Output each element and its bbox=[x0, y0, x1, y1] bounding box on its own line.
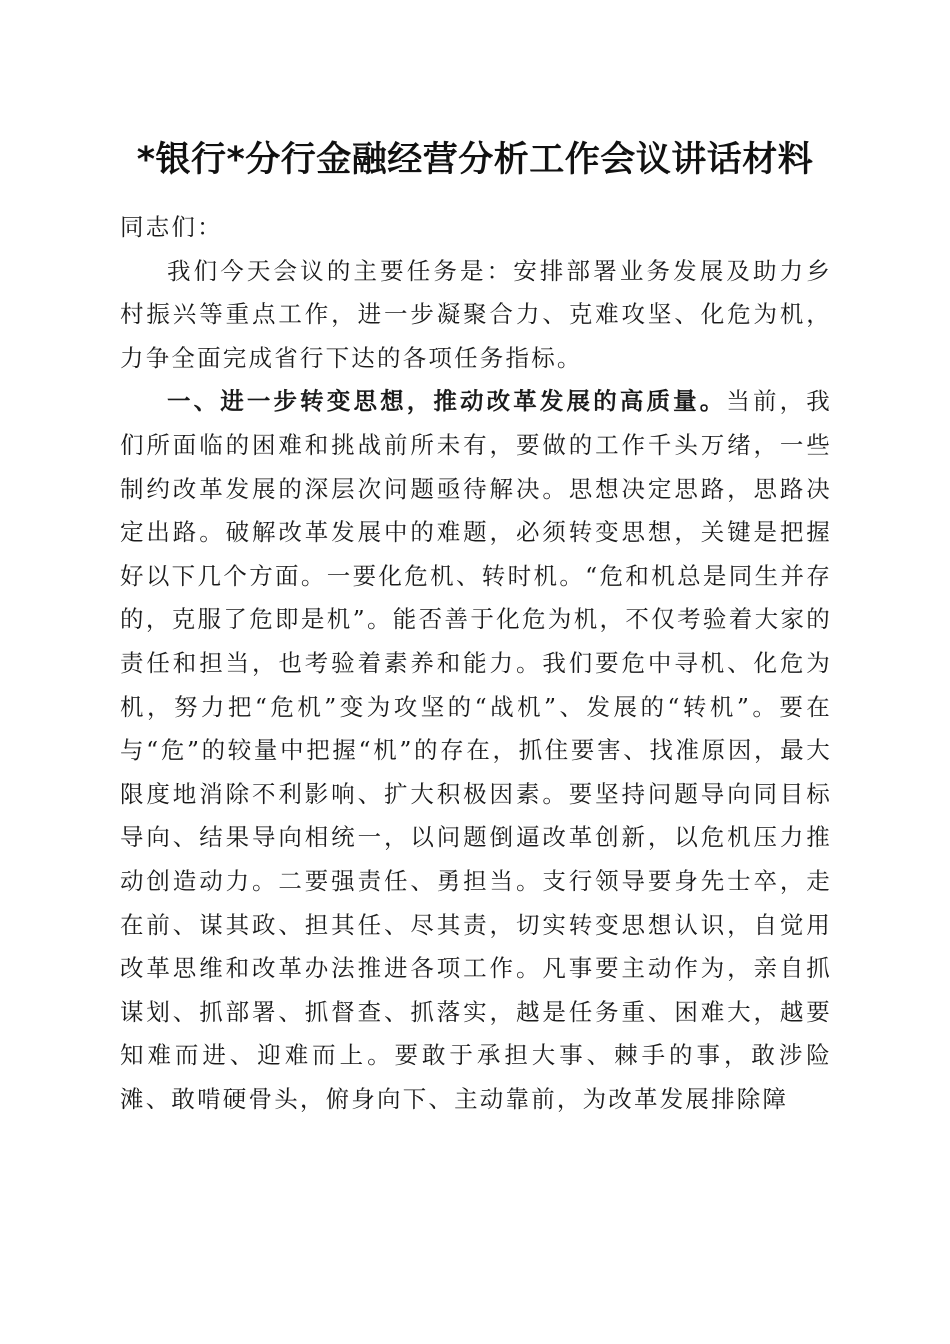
section-1-text: 当前，我们所面临的困难和挑战前所未有，要做的工作千头万绪，一些制约改革发展的深层次问题亟待解决。思想决定思路，思路决定出路。破解改革发展中的难题，必须转变思想，关键是把握好以下几个方面。一要化危机、转时机。“危和机总是同生并存的，克服了危即是机”。能否善于化危为机，不仅考验着大家的责任和担当，也考验着素养和能力。我们要危中寻机、化危为机，努力把“危机”变为攻坚的“战机”、发展的“转机”。要在与“危”的较量中把握“机”的存在，抓住要害、找准原因，最大限度地消除不利影响、扩大积极因素。要坚持问题导向同目标导向、结果导向相统一，以问题倒逼改革创新，以危机压力推动创造动力。二要强责任、勇担当。支行领导要身先士卒，走在前、谋其政、担其任、尽其责，切实转变思想认识，自觉用改革思维和改革办法推进各项工作。凡事要主动作为，亲自抓谋划、抓部署、抓督查、抓落实，越是任务重、困难大，越要知难而进、迎难而上。要敢于承担大事、棘手的事，敢涉险滩、敢啃硬骨头，俯身向下、主动靠前，为改革发展排除障 bbox=[120, 387, 832, 1113]
section-1-heading: 一、进一步转变思想，推动改革发展的高质量。 bbox=[167, 387, 727, 416]
intro-paragraph: 我们今天会议的主要任务是：安排部署业务发展及助力乡村振兴等重点工作，进一步凝聚合力、克难攻坚、化危为机，力争全面完成省行下达的各项任务指标。 bbox=[120, 256, 832, 372]
document-title: *银行*分行金融经营分析工作会议讲话材料 bbox=[136, 140, 814, 180]
greeting: 同志们： bbox=[120, 213, 223, 241]
document-body bbox=[120, 206, 832, 1121]
section-1-paragraph bbox=[120, 380, 832, 1121]
